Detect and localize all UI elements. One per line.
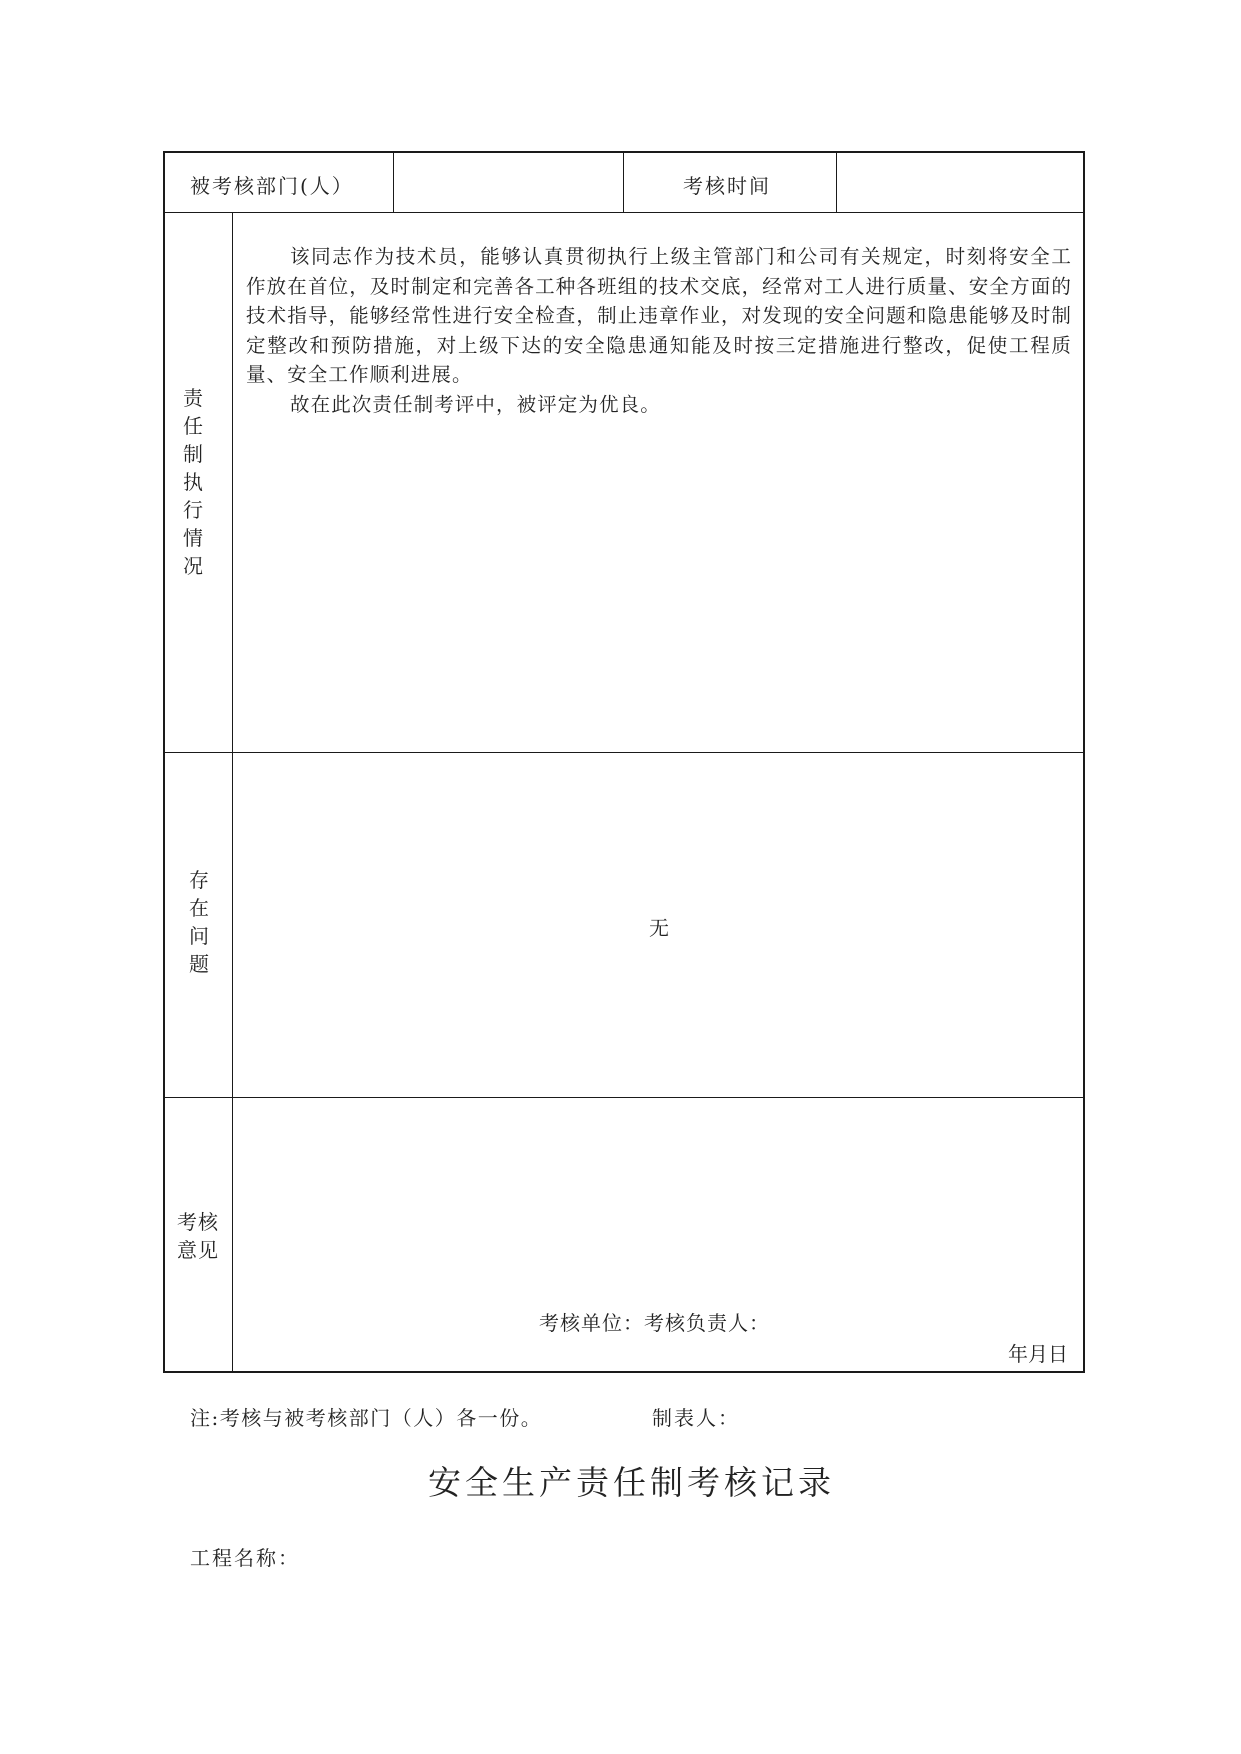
dept-label: 被考核部门(人） — [190, 174, 354, 198]
table-border-bottom — [163, 1371, 1085, 1373]
table-border-right — [1083, 151, 1085, 1373]
execution-content — [246, 242, 1072, 419]
opinion-signature: 考核单位：考核负责人： — [539, 1311, 770, 1335]
header-col-divider-1 — [393, 151, 394, 213]
page-title: 安全生产责任制考核记录 — [428, 1463, 835, 1502]
time-label: 考核时间 — [683, 174, 771, 198]
footer-maker: 制表人： — [652, 1406, 740, 1430]
footer-note: 注:考核与被考核部门（人）各一份。 — [190, 1406, 543, 1430]
opinion-label-line2: 意见 — [177, 1238, 219, 1262]
execution-label: 责任制执行情况 — [183, 386, 203, 578]
table-border-left — [163, 151, 165, 1373]
table-border-top — [163, 151, 1085, 153]
row-divider-execution — [163, 752, 1085, 753]
opinion-date: 年月日 — [1008, 1342, 1068, 1366]
header-col-divider-3 — [836, 151, 837, 213]
opinion-label-line1: 考核 — [177, 1210, 219, 1234]
issues-label: 存在问题 — [189, 868, 209, 976]
execution-paragraph-1: 该同志作为技术员，能够认真贯彻执行上级主管部门和公司有关规定，时刻将安全工作放在首位，及时制定和完善各工种各班组的技术交底，经常对工人进行质量、安全方面的技术指导，能够经常性进行安全检查，制止违章作业，对发现的安全问题和隐患能够及时制定整改和预防措施，对上级下达的安全隐患通知能及时按三定措施进行整改，促使工程质量、安全工作顺利进展。 — [246, 245, 1072, 386]
project-name-label: 工程名称： — [190, 1546, 300, 1570]
header-row-divider — [163, 212, 1085, 213]
header-col-divider-2 — [623, 151, 624, 213]
row-divider-issues — [163, 1097, 1085, 1098]
issues-value: 无 — [649, 916, 671, 940]
label-col-divider — [232, 212, 233, 1372]
execution-paragraph-2: 故在此次责任制考评中，被评定为优良。 — [290, 392, 661, 416]
